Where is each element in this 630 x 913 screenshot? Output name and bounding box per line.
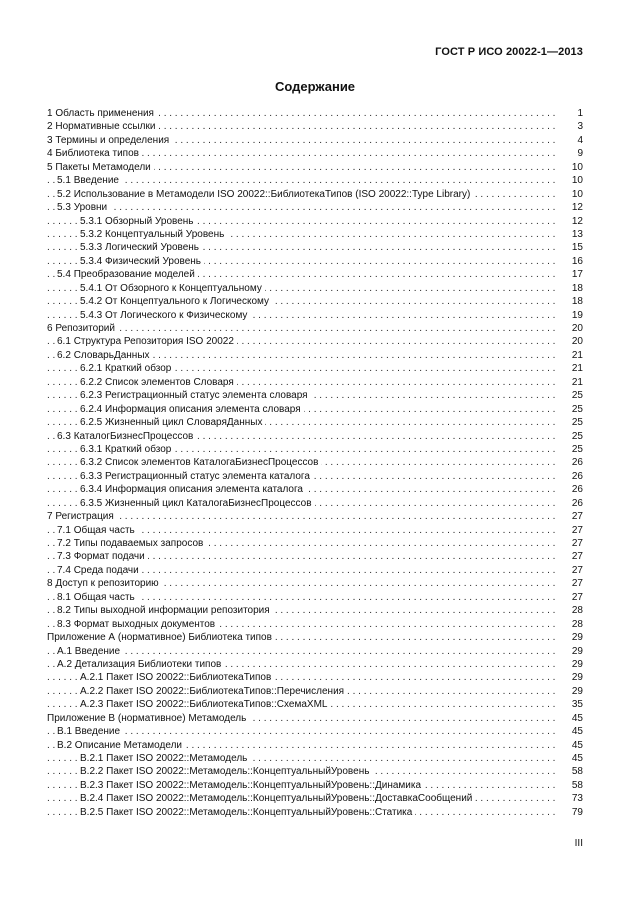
toc-entry-page: 25: [555, 416, 583, 429]
toc-entry-page: 20: [555, 335, 583, 348]
toc-entry[interactable]: [47, 524, 583, 537]
toc-entry[interactable]: [47, 309, 583, 322]
toc-entry[interactable]: [47, 618, 583, 631]
toc-entry-page: 1: [555, 107, 583, 120]
toc-entry-text: Пакеты Метамодели: [55, 161, 151, 173]
toc-entry-text: Пакет ISO 20022::Метамодель::КонцептуальныйУровень::Динамика: [106, 779, 422, 791]
toc-entry-label: [80, 362, 174, 375]
toc-entry[interactable]: [47, 376, 583, 389]
toc-entry-text: Пакет ISO 20022::Метамодель::КонцептуальныйУровень::Статика: [106, 806, 413, 818]
toc-entry-text: Описание Метамодели: [74, 739, 182, 751]
toc-entry-number: 7: [47, 511, 53, 523]
toc-entry[interactable]: [47, 241, 583, 254]
toc-entry[interactable]: [47, 698, 583, 711]
toc-entry-text: Библиотека типов: [55, 148, 139, 160]
toc-entry-label: [80, 443, 174, 456]
toc-entry-page: 21: [555, 362, 583, 375]
toc-entry[interactable]: [47, 416, 583, 429]
toc-entry-label: [47, 134, 172, 147]
toc-entry-label: [57, 618, 218, 631]
toc-entry-text: Краткий обзор: [105, 363, 172, 375]
toc-entry-label: [80, 685, 347, 698]
toc-entry-page: 25: [555, 389, 583, 402]
toc-entry-page: 28: [555, 618, 583, 631]
toc-entry-text: Концептуальный Уровень: [105, 228, 225, 240]
toc-entry-number: 8.3: [57, 618, 71, 630]
toc-entry-text: Информация описания элемента словаря: [105, 403, 301, 415]
toc-entry-number: 7.2: [57, 538, 71, 549]
toc-entry-label: [57, 645, 123, 658]
toc-entry[interactable]: [47, 134, 583, 147]
toc-entry-page: 58: [555, 779, 583, 792]
toc-entry-number: 3: [47, 134, 53, 146]
toc-entry-label: [80, 389, 311, 402]
toc-leader-dots: [47, 322, 555, 335]
toc-entry-number: А.1: [57, 645, 73, 657]
toc-entry-page: 79: [555, 806, 583, 819]
toc-entry-text: Детализация Библиотеки типов: [74, 658, 222, 670]
toc-entry-text: Введение: [73, 175, 119, 187]
toc-entry-text: Термины и определения: [55, 134, 170, 146]
toc-entry-page: 20: [555, 322, 583, 335]
toc-entry-page: 26: [555, 470, 583, 483]
toc-entry-text: От Обзорного к Концептуальному: [105, 282, 262, 294]
toc-entry[interactable]: [47, 806, 583, 819]
toc-entry-label: [57, 658, 224, 671]
toc-entry-number: 6.3.4: [80, 484, 103, 496]
toc-entry-text: Логический Уровень: [105, 242, 200, 254]
toc-entry-page: 45: [555, 712, 583, 725]
toc-entry-page: 13: [555, 228, 583, 241]
toc-entry-number: 5.4.1: [80, 282, 103, 294]
toc-entry-number: 5.4.2: [80, 296, 103, 308]
toc-entry-number: 5.3.3: [80, 242, 103, 254]
toc-entry-label: [80, 241, 202, 254]
toc-entry[interactable]: [47, 725, 583, 738]
toc-entry-label: [47, 147, 142, 160]
toc-entry-label: [57, 335, 237, 348]
toc-entry-number: 5.4: [57, 269, 71, 281]
toc-entry-text: Доступ к репозиторию: [55, 578, 159, 590]
toc-entry-text: Среда подачи: [73, 564, 139, 576]
toc-entry-label: [57, 349, 153, 362]
toc-entry[interactable]: [47, 470, 583, 483]
toc-entry[interactable]: [47, 765, 583, 778]
toc-entry[interactable]: [47, 389, 583, 402]
toc-entry-text: Пакет ISO 20022::Метамодель: [106, 753, 248, 764]
toc-entry[interactable]: [47, 550, 583, 563]
toc-entry[interactable]: [47, 645, 583, 658]
toc-entry-text: Жизненный цикл КаталогаБизнесПроцессов: [105, 497, 312, 509]
toc-entry-page: 29: [555, 671, 583, 684]
toc-entry-text: Список элементов КаталогаБизнесПроцессов: [105, 457, 319, 469]
toc-entry-page: 27: [555, 510, 583, 523]
toc-entry-text: Жизненный цикл СловаряДанных: [105, 417, 263, 429]
toc-entry-number: 8: [47, 578, 53, 590]
toc-entry-label: [80, 282, 265, 295]
toc-entry-text: Краткий обзор: [105, 443, 172, 455]
toc-entry-text: Пакет ISO 20022::Метамодель::КонцептуальныйУровень::ДоставкаСообщений: [106, 793, 473, 805]
toc-entry-text: Список элементов Словаря: [105, 376, 234, 388]
toc-entry[interactable]: [47, 161, 583, 174]
toc-entry[interactable]: [47, 443, 583, 456]
toc-entry[interactable]: [47, 228, 583, 241]
toc-entry-number: 5.3.2: [80, 228, 103, 240]
toc-entry-number: 6.3.1: [80, 443, 103, 455]
toc-entry-number: В.2: [57, 739, 73, 751]
toc-entry-number: 6.3.5: [80, 497, 103, 509]
toc-entry-page: 19: [555, 309, 583, 322]
toc-entry-number: В.2.1: [80, 753, 104, 764]
toc-entry-number: 6.2.5: [80, 417, 103, 429]
toc-entry-text: Типы выходной информации репозитория: [73, 605, 270, 617]
toc-leader-dots: [47, 510, 555, 523]
toc-entry[interactable]: [47, 671, 583, 684]
toc-entry[interactable]: [47, 349, 583, 362]
toc-entry-text: СловарьДанных: [73, 349, 150, 361]
toc-entry-number: В.2.5: [80, 806, 104, 818]
toc-entry-label: [57, 537, 206, 550]
toc-entry-label: [80, 228, 227, 241]
toc-entry-number: 6.2.1: [80, 363, 103, 375]
toc-entry-text: Использование в Метамодели ISO 20022::БиблиотекаТипов (ISO 20022::Type Library): [73, 188, 471, 200]
toc-entry-page: 27: [555, 537, 583, 550]
toc-entry-text: Пакет ISO 20022::БиблиотекаТипов::Перечисления: [106, 685, 345, 697]
toc-entry-label: [57, 550, 148, 563]
toc-entry[interactable]: [47, 188, 583, 201]
toc-leader-dots: [47, 725, 555, 738]
toc-entry[interactable]: [47, 282, 583, 295]
toc-entry-text: Нормативные ссылки: [55, 121, 156, 133]
toc-entry[interactable]: [47, 631, 583, 644]
toc-entry-page: 10: [555, 174, 583, 187]
toc-entry[interactable]: [47, 564, 583, 577]
toc-entry-page: 16: [555, 255, 583, 268]
toc-entry-label: [57, 268, 198, 281]
toc-entry-number: 7.4: [57, 564, 71, 576]
toc-entry-label: [47, 120, 158, 133]
toc-entry-text: Регистрационный статус элемента каталога: [105, 470, 310, 482]
toc-entry-text: Обзорный Уровень: [105, 215, 194, 227]
toc-entry-page: 58: [555, 765, 583, 778]
toc-entry-page: 26: [555, 497, 583, 510]
toc-entry-page: 3: [555, 120, 583, 133]
toc-entry-page: 15: [555, 241, 583, 254]
toc-entry-page: 45: [555, 739, 583, 752]
toc-entry-page: 12: [555, 215, 583, 228]
toc-entry-number: В.1: [57, 726, 73, 738]
toc-entry-text: Формат выходных документов: [73, 618, 216, 630]
toc-entry-number: 7.1: [57, 524, 71, 536]
toc-entry[interactable]: [47, 403, 583, 416]
toc-entry-text: Введение: [74, 645, 121, 657]
toc-entry-number: Приложение В: [47, 712, 116, 724]
toc-entry-number: 6.3.3: [80, 470, 103, 482]
toc-entry-page: 29: [555, 658, 583, 671]
toc-entry-page: 28: [555, 604, 583, 617]
document-id-header: ГОСТ Р ИСО 20022-1—2013: [435, 46, 583, 58]
toc-entry-page: 27: [555, 524, 583, 537]
toc-entry[interactable]: [47, 174, 583, 187]
toc-entry-text: Введение: [74, 726, 121, 738]
toc-entry-text: Пакет ISO 20022::БиблиотекаТипов::СхемаXML: [106, 699, 328, 711]
toc-entry-text: Преобразование моделей: [73, 269, 195, 281]
toc-entry-label: [47, 712, 249, 725]
toc-entry-page: 27: [555, 550, 583, 563]
toc-entry-number: 6.3: [57, 430, 71, 442]
toc-entry-number: 2: [47, 121, 53, 133]
toc-entry-label: [57, 188, 473, 201]
toc-entry-number: 6.1: [57, 336, 71, 348]
toc-leader-dots: [47, 645, 555, 658]
page-number: III: [574, 838, 583, 849]
toc-entry-label: [57, 430, 196, 443]
toc-entry[interactable]: [47, 215, 583, 228]
toc-entry-page: 25: [555, 443, 583, 456]
toc-entry[interactable]: [47, 779, 583, 792]
toc-entry-label: [47, 322, 118, 335]
toc-entry-page: 9: [555, 147, 583, 160]
toc-entry[interactable]: [47, 577, 583, 590]
toc-entry-page: 25: [555, 403, 583, 416]
toc-entry-page: 25: [555, 430, 583, 443]
toc-entry-number: Приложение А: [47, 632, 116, 644]
toc-entry-label: [80, 792, 475, 805]
toc-entry[interactable]: [47, 268, 583, 281]
toc-entry-label: [57, 604, 273, 617]
toc-entry-page: 18: [555, 295, 583, 308]
toc-entry-number: 5.3.4: [80, 255, 103, 267]
toc-entry[interactable]: [47, 322, 583, 335]
toc-entry-page: 21: [555, 376, 583, 389]
toc-entry-number: В.2.2: [80, 766, 104, 778]
toc-entry-page: 29: [555, 685, 583, 698]
toc-entry-label: [47, 161, 154, 174]
toc-entry-label: [57, 201, 110, 214]
toc-entry-label: [47, 510, 117, 523]
toc-entry-text: Информация описания элемента каталога: [105, 484, 303, 496]
toc-entry-text: Физический Уровень: [105, 255, 202, 267]
toc-entry-number: 6.2.2: [80, 376, 103, 388]
toc-entry-number: 6.3.2: [80, 457, 103, 469]
toc-entry-page: 45: [555, 752, 583, 765]
toc-entry-label: [80, 752, 250, 765]
toc-entry-text: Пакет ISO 20022::Метамодель::КонцептуальныйУровень: [106, 766, 370, 778]
toc-entry-label: [80, 470, 313, 483]
toc-entry-number: 4: [47, 148, 53, 160]
toc-entry-page: 45: [555, 725, 583, 738]
toc-entry[interactable]: [47, 295, 583, 308]
toc-entry[interactable]: [47, 658, 583, 671]
toc-entry[interactable]: [47, 591, 583, 604]
toc-entry-number: 6.2.4: [80, 403, 103, 415]
toc-entry-label: [80, 309, 250, 322]
page-title: Содержание: [274, 79, 356, 94]
toc-entry-page: 26: [555, 456, 583, 469]
toc-entry[interactable]: [47, 604, 583, 617]
toc-entry[interactable]: [47, 792, 583, 805]
toc-entry-label: [57, 174, 122, 187]
table-of-contents: [47, 107, 583, 819]
toc-entry-text: Регистрация: [55, 511, 114, 523]
toc-entry-label: [57, 524, 138, 537]
toc-entry-page: 10: [555, 188, 583, 201]
toc-entry-text: Формат подачи: [73, 551, 145, 563]
toc-entry-text: Общая часть: [73, 591, 135, 603]
toc-entry-number: 8.2: [57, 605, 71, 617]
toc-entry[interactable]: [47, 255, 583, 268]
toc-entry-number: 6.2.3: [80, 390, 103, 402]
toc-entry[interactable]: [47, 685, 583, 698]
toc-entry-label: [80, 698, 330, 711]
toc-entry-label: [80, 295, 272, 308]
toc-entry-number: 5.3.1: [80, 215, 103, 227]
toc-entry-number: А.2: [57, 658, 73, 670]
toc-entry-page: 73: [555, 792, 583, 805]
toc-entry-page: 17: [555, 268, 583, 281]
toc-entry-number: 5.4.3: [80, 309, 103, 321]
toc-entry-number: А.2.2: [80, 685, 104, 697]
toc-entry-text: Структура Репозитория ISO 20022: [73, 336, 234, 348]
toc-entry-text: Область применения: [55, 108, 154, 119]
toc-entry-label: [80, 483, 306, 496]
toc-entry-page: 29: [555, 631, 583, 644]
toc-entry-label: [57, 725, 123, 738]
toc-entry-label: [80, 403, 304, 416]
toc-entry[interactable]: [47, 147, 583, 160]
toc-entry-label: [47, 107, 157, 120]
toc-entry-number: 5: [47, 161, 53, 173]
toc-entry-label: [80, 376, 237, 389]
toc-entry-text: Репозиторий: [55, 323, 115, 334]
toc-entry-number: 5.3: [57, 202, 71, 214]
toc-entry-number: 5.2: [57, 188, 71, 200]
toc-entry[interactable]: [47, 335, 583, 348]
toc-entry-label: [80, 806, 415, 819]
toc-entry-label: [80, 779, 424, 792]
toc-entry-label: [80, 497, 315, 510]
toc-entry-number: 6.2: [57, 349, 71, 361]
toc-entry[interactable]: [47, 483, 583, 496]
toc-entry[interactable]: [47, 201, 583, 214]
toc-entry-text: КаталогБизнесПроцессов: [73, 430, 194, 442]
toc-entry-page: 27: [555, 577, 583, 590]
toc-entry-label: [47, 631, 275, 644]
toc-entry-page: 18: [555, 282, 583, 295]
toc-entry[interactable]: [47, 120, 583, 133]
toc-entry-label: [80, 456, 321, 469]
toc-entry-number: 6: [47, 323, 53, 334]
toc-entry-number: 8.1: [57, 591, 71, 603]
toc-entry[interactable]: [47, 510, 583, 523]
toc-entry[interactable]: [47, 712, 583, 725]
toc-entry[interactable]: [47, 362, 583, 375]
toc-entry-number: 7.3: [57, 551, 71, 563]
toc-entry[interactable]: [47, 456, 583, 469]
toc-entry-page: 21: [555, 349, 583, 362]
toc-entry-page: 27: [555, 564, 583, 577]
toc-entry-label: [57, 739, 185, 752]
toc-entry[interactable]: [47, 107, 583, 120]
toc-entry-text: (нормативное) Библиотека типов: [117, 632, 272, 644]
toc-leader-dots: [47, 174, 555, 187]
toc-entry[interactable]: [47, 752, 583, 765]
toc-entry-label: [57, 591, 138, 604]
toc-entry-text: Уровни: [73, 202, 108, 214]
toc-entry-number: В.2.3: [80, 779, 104, 791]
toc-entry-label: [80, 215, 197, 228]
toc-entry-number: 1: [47, 108, 53, 119]
toc-entry-page: 35: [555, 698, 583, 711]
toc-entry[interactable]: [47, 497, 583, 510]
toc-entry-text: Типы подаваемых запросов: [73, 538, 204, 549]
toc-entry-number: А.2.1: [80, 672, 104, 684]
toc-leader-dots: [47, 201, 555, 214]
toc-entry-page: 4: [555, 134, 583, 147]
toc-entry-label: [80, 765, 372, 778]
toc-entry-label: [47, 577, 162, 590]
toc-entry-text: Регистрационный статус элемента словаря: [105, 390, 308, 402]
toc-entry-page: 12: [555, 201, 583, 214]
toc-entry-number: А.2.3: [80, 699, 104, 711]
toc-entry[interactable]: [47, 537, 583, 550]
toc-entry-label: [80, 416, 265, 429]
toc-entry[interactable]: [47, 739, 583, 752]
toc-entry-label: [57, 564, 142, 577]
toc-entry-page: 26: [555, 483, 583, 496]
toc-entry-text: От Концептуального к Логическому: [105, 296, 270, 308]
toc-entry-number: 5.1: [57, 175, 71, 187]
toc-entry-text: От Логического к Физическому: [105, 309, 248, 321]
toc-entry-label: [80, 255, 204, 268]
toc-entry-label: [80, 671, 274, 684]
toc-entry-page: 10: [555, 161, 583, 174]
toc-entry-text: (нормативное) Метамодель: [117, 712, 247, 724]
toc-entry-page: 27: [555, 591, 583, 604]
toc-entry-page: 29: [555, 645, 583, 658]
toc-entry-number: В.2.4: [80, 793, 104, 805]
toc-entry-text: Пакет ISO 20022::БиблиотекаТипов: [106, 672, 272, 684]
toc-entry-text: Общая часть: [73, 524, 135, 536]
toc-entry[interactable]: [47, 430, 583, 443]
